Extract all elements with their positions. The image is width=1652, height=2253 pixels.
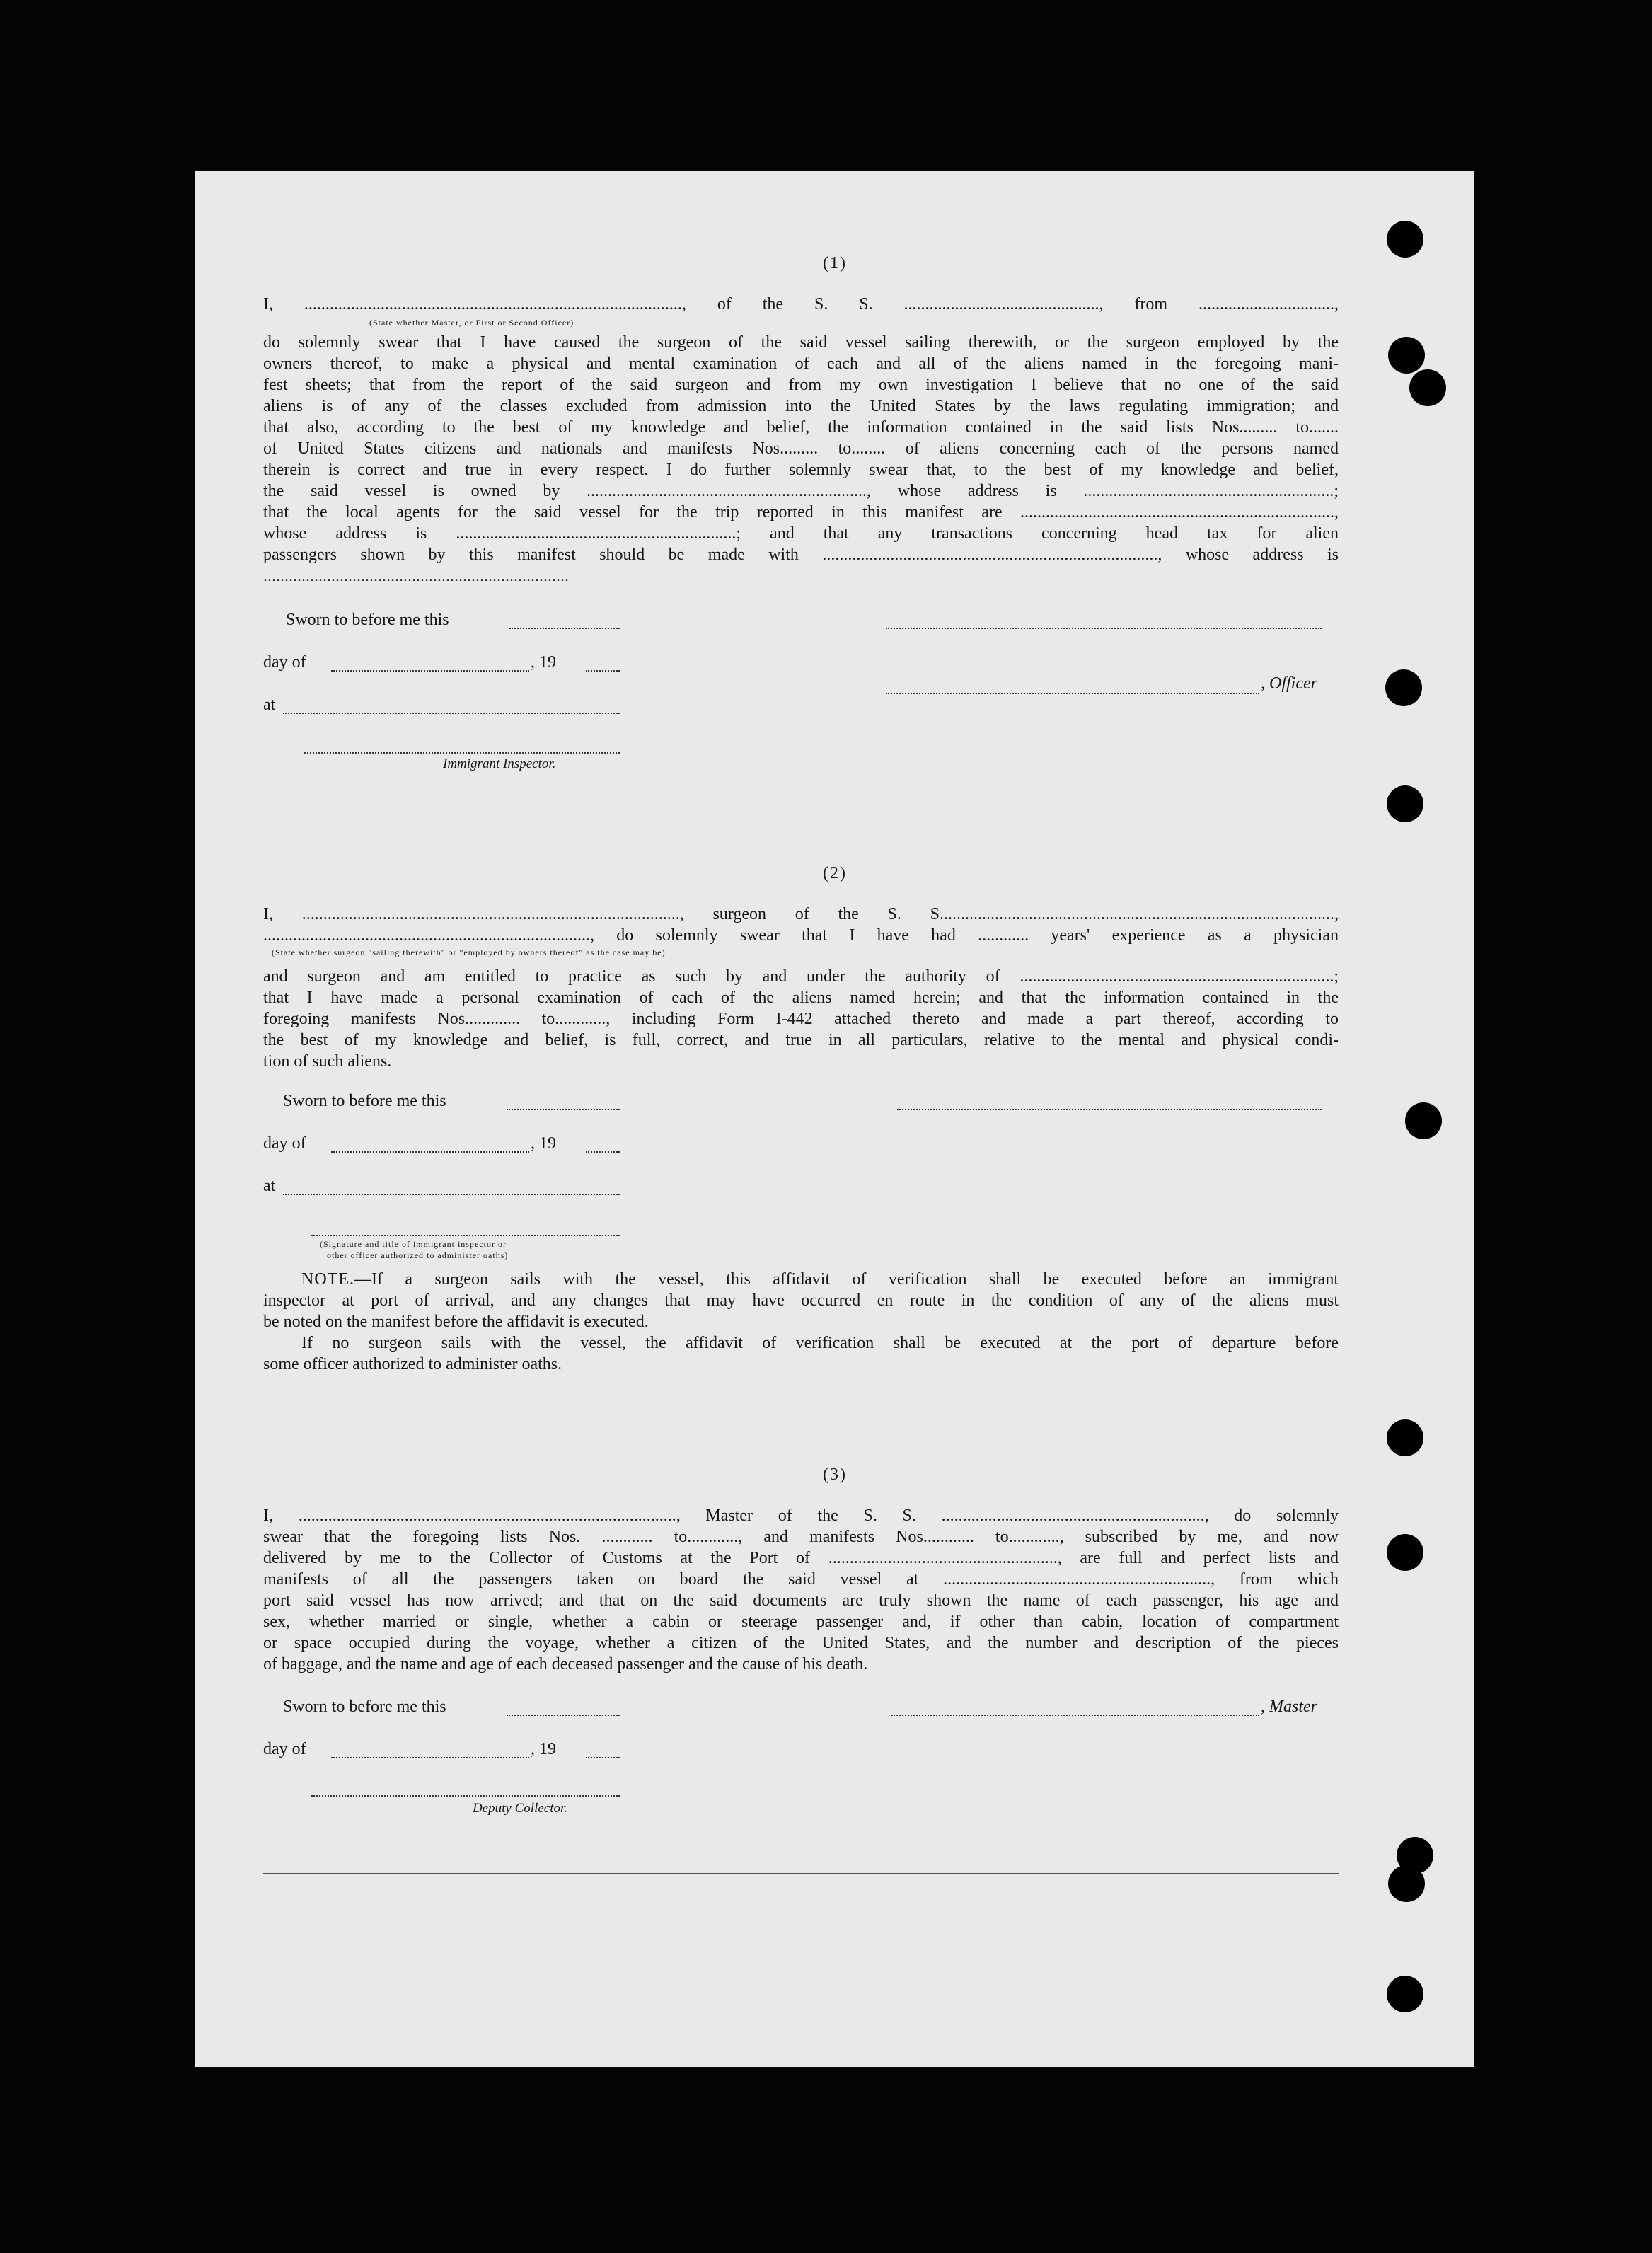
oath-line: of baggage, and the name and age of each deceased passenger and the cause of his death. [263,1655,868,1673]
signature-caption-line-1: (Signature and title of immigrant inspector or [320,1239,507,1249]
oath-line: I, ........................................................................................., Master of the S. S. .............................................................., do solemnly [263,1506,1339,1525]
year-blank [586,1757,620,1758]
at-label: at [263,1177,276,1195]
oath-line: foregoing manifests Nos............. to............, including Form I-442 attached thereto and made a part thereof, according to [263,1010,1339,1028]
section-2-oath-body [263,966,1339,1072]
section-2-oath-top [263,904,1339,946]
punch-hole [1388,1865,1425,1902]
section-1-oath-paragraph [263,294,1339,315]
section-1-oath-body [263,332,1339,587]
oath-line: ........................................................................ [263,567,569,585]
surgeon-note [263,1269,1339,1375]
punch-hole [1405,1102,1442,1139]
year-blank [586,1151,620,1153]
oath-line: manifests of all the passengers taken on board the said vessel at ..............................................................., from which [263,1570,1339,1589]
oath-line: ............................................................................., do solemnly swear that I have had ............ years' experience as a physician [263,926,1339,945]
oath-line: that the local agents for the said vessel for the trip reported in this manifest are .........................................................................., [263,503,1339,522]
master-signature-line [891,1715,1259,1716]
day-blank [331,670,529,672]
sworn-label: Sworn to before me this [286,611,449,629]
note-line: inspector at port of arrival, and any changes that may have occurred en route in the condition of any of the aliens must [263,1291,1339,1310]
section-3-number: (3) [823,1465,847,1484]
at-place-blank [283,713,620,714]
note-line: NOTE.—If a surgeon sails with the vessel, this affidavit of verification shall be executed before an immigrant [301,1270,1339,1289]
at-label: at [263,696,276,714]
section-2-number: (2) [823,864,847,882]
oath-line: of United States citizens and nationals and manifests Nos......... to........ of aliens concerning each of the persons named [263,439,1339,458]
day-of-label: day of [263,653,306,672]
form-page [195,171,1474,2067]
at-place-blank [283,1194,620,1195]
sworn-label: Sworn to before me this [283,1698,446,1716]
oath-line: therein is correct and true in every respect. I do further solemnly swear that, to the best of my knowledge and belief, [263,461,1339,479]
oath-line: aliens is of any of the classes excluded from admission into the United States by the laws regulating immigration; and [263,397,1339,415]
year-blank [586,670,620,672]
day-blank [331,1151,529,1153]
oath-line: passengers shown by this manifest should be made with ..............................................................................., whose address is [263,546,1339,564]
year-label: , 19 [531,653,556,672]
punch-hole [1387,1976,1423,2012]
day-blank [331,1757,529,1758]
punch-hole [1387,221,1423,258]
officer-label: , Officer [1261,674,1317,693]
inspector-caption: Immigrant Inspector. [443,756,556,771]
oath-line: that also, according to the best of my knowledge and belief, the information contained in the said lists Nos......... to....... [263,418,1339,437]
oath-line: I, ........................................................................................., of the S. S. .............................................., from ................................, [263,295,1339,313]
punch-hole [1409,369,1446,406]
oath-line: and surgeon and am entitled to practice as such by and under the authority of ..........................................................................; [263,967,1339,986]
day-of-label: day of [263,1134,306,1153]
master-label: , Master [1261,1698,1317,1716]
signature-caption-line-2: other officer authorized to administer oaths) [327,1250,509,1260]
section-1-number: (1) [823,254,847,272]
note-line: be noted on the manifest before the affidavit is executed. [263,1313,649,1331]
sworn-date-blank [507,1715,620,1716]
oath-line: or space occupied during the voyage, whether a citizen of the United States, and the number and description of the pieces [263,1634,1339,1652]
year-label: , 19 [531,1740,556,1758]
oath-line: the said vessel is owned by .................................................................., whose address is ...........................................................; [263,482,1339,500]
note-line: some officer authorized to administer oaths. [263,1355,562,1373]
day-of-label: day of [263,1740,306,1758]
oath-line: swear that the foregoing lists Nos. ............ to............, and manifests Nos............ to............, subscribed by me, and now [263,1528,1339,1546]
inspector-signature-line [304,752,620,754]
oath-line: I, ........................................................................................., surgeon of the S. S............................................................................................., [263,905,1339,923]
officer-name-line [886,693,1259,694]
sworn-label: Sworn to before me this [283,1092,446,1110]
punch-hole [1388,337,1425,374]
punch-hole [1387,1534,1423,1571]
oath-line: delivered by me to the Collector of Customs at the Port of ......................................................, are full and perfect lists and [263,1549,1339,1567]
surgeon-signature-line [897,1109,1322,1110]
oath-line: tion of such aliens. [263,1052,392,1071]
surgeon-status-caption: (State whether surgeon "sailing therewith" or "employed by owners thereof" as the case may be) [272,947,666,957]
oath-line: owners thereof, to make a physical and mental examination of each and all of the aliens named in the foregoing mani- [263,355,1339,373]
inspector-signature-line [311,1235,620,1236]
oath-line: the best of my knowledge and belief, is full, correct, and true in all particulars, relative to the mental and physical condi- [263,1031,1339,1049]
note-lead: NOTE. [301,1270,354,1289]
collector-caption: Deputy Collector. [473,1801,568,1816]
oath-line: that I have made a personal examination of each of the aliens named herein; and that the information contained in the [263,989,1339,1007]
sworn-date-blank [509,628,620,629]
officer-rank-caption: (State whether Master, or First or Second Officer) [369,318,574,328]
note-line: If no surgeon sails with the vessel, the affidavit of verification shall be executed at the port of departure before [301,1334,1339,1352]
oath-line: sex, whether married or single, whether a cabin or steerage passenger and, if other than cabin, location of compartment [263,1613,1339,1631]
sworn-date-blank [507,1109,620,1110]
oath-line: port said vessel has now arrived; and that on the said documents are truly shown the name of each passenger, his age and [263,1591,1339,1610]
bottom-rule [263,1873,1339,1874]
punch-hole [1387,1419,1423,1456]
section-3-oath [263,1505,1339,1675]
punch-hole [1387,785,1423,822]
oath-line: fest sheets; that from the report of the said surgeon and from my own investigation I believe that no one of the said [263,376,1339,394]
year-label: , 19 [531,1134,556,1153]
oath-line: whose address is ..................................................................; and that any transactions concerning head tax for alien [263,524,1339,543]
collector-signature-line [311,1795,620,1797]
punch-hole [1385,669,1422,706]
oath-line: do solemnly swear that I have caused the surgeon of the said vessel sailing therewith, or the surgeon employed by the [263,333,1339,352]
officer-signature-line [886,628,1322,629]
